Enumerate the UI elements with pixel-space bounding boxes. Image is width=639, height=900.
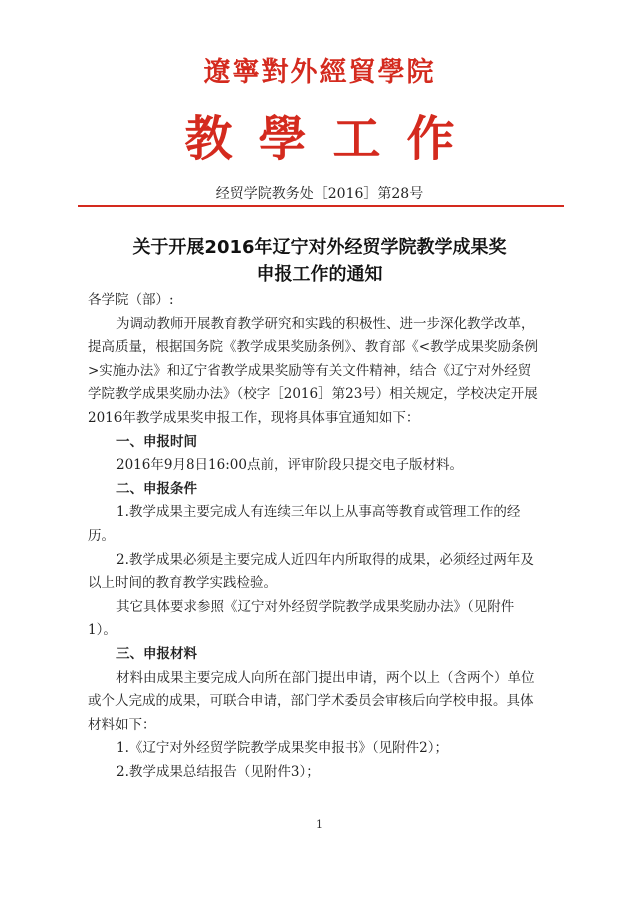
section-3-intro: 材料由成果主要完成人向所在部门提出申请，两个以上（含两个）单位或个人完成的成果，可联合申请，部门学术委员会审核后向学校申报。具体材料如下：: [88, 669, 535, 733]
section-2-item-1: 1.教学成果主要完成人有连续三年以上从事高等教育或管理工作的经历。: [88, 504, 521, 544]
page-number: 1: [316, 818, 323, 831]
section-1-heading: 一、申报时间: [116, 433, 197, 450]
notice-title: [0, 234, 639, 288]
notice-body: [88, 289, 540, 784]
red-divider-line: [78, 205, 564, 207]
intro-paragraph: 为调动教师开展教育教学研究和实践的积极性、进一步深化教学改革，提高质量，根据国务院《教学成果奖励条例》、教育部《<教学成果奖励条例>实施办法》和辽宁省教学成果奖励等有关文件精神，结合《辽宁对外经贸学院教学成果奖励办法》（校字［2016］第23号）相关规定，学校决定开展2016年教学成果奖申报工作，现将具体事宜通知如下：: [88, 315, 539, 426]
document-number: 经贸学院教务处［2016］第28号: [215, 186, 424, 202]
section-3-item-2: 2.教学成果总结报告（见附件3）；: [116, 763, 320, 780]
section-2-item-2: 2.教学成果必须是主要完成人近四年内所取得的成果，必须经过两年及以上时间的教育教学实践检验。: [88, 551, 534, 592]
section-1-text: 2016年9月8日16:00点前，评审阶段只提交电子版材料。: [116, 457, 463, 474]
school-name-header: 遼寧對外經貿學院: [203, 57, 436, 88]
section-2-other: 其它具体要求参照《辽宁对外经贸学院教学成果奖励办法》（见附件1）。: [88, 598, 515, 639]
salutation: 各学院（部）:: [88, 292, 174, 308]
section-3-item-1: 1.《辽宁对外经贸学院教学成果奖申报书》（见附件2）；: [116, 740, 448, 757]
section-3-heading: 三、申报材料: [116, 645, 197, 662]
notice-title-line-1: 关于开展2016年辽宁对外经贸学院教学成果奖: [132, 237, 507, 258]
section-2-heading: 二、申报条件: [116, 480, 197, 497]
bulletin-name-header: 教學工作: [184, 111, 481, 167]
notice-title-line-2: 申报工作的通知: [256, 264, 383, 285]
